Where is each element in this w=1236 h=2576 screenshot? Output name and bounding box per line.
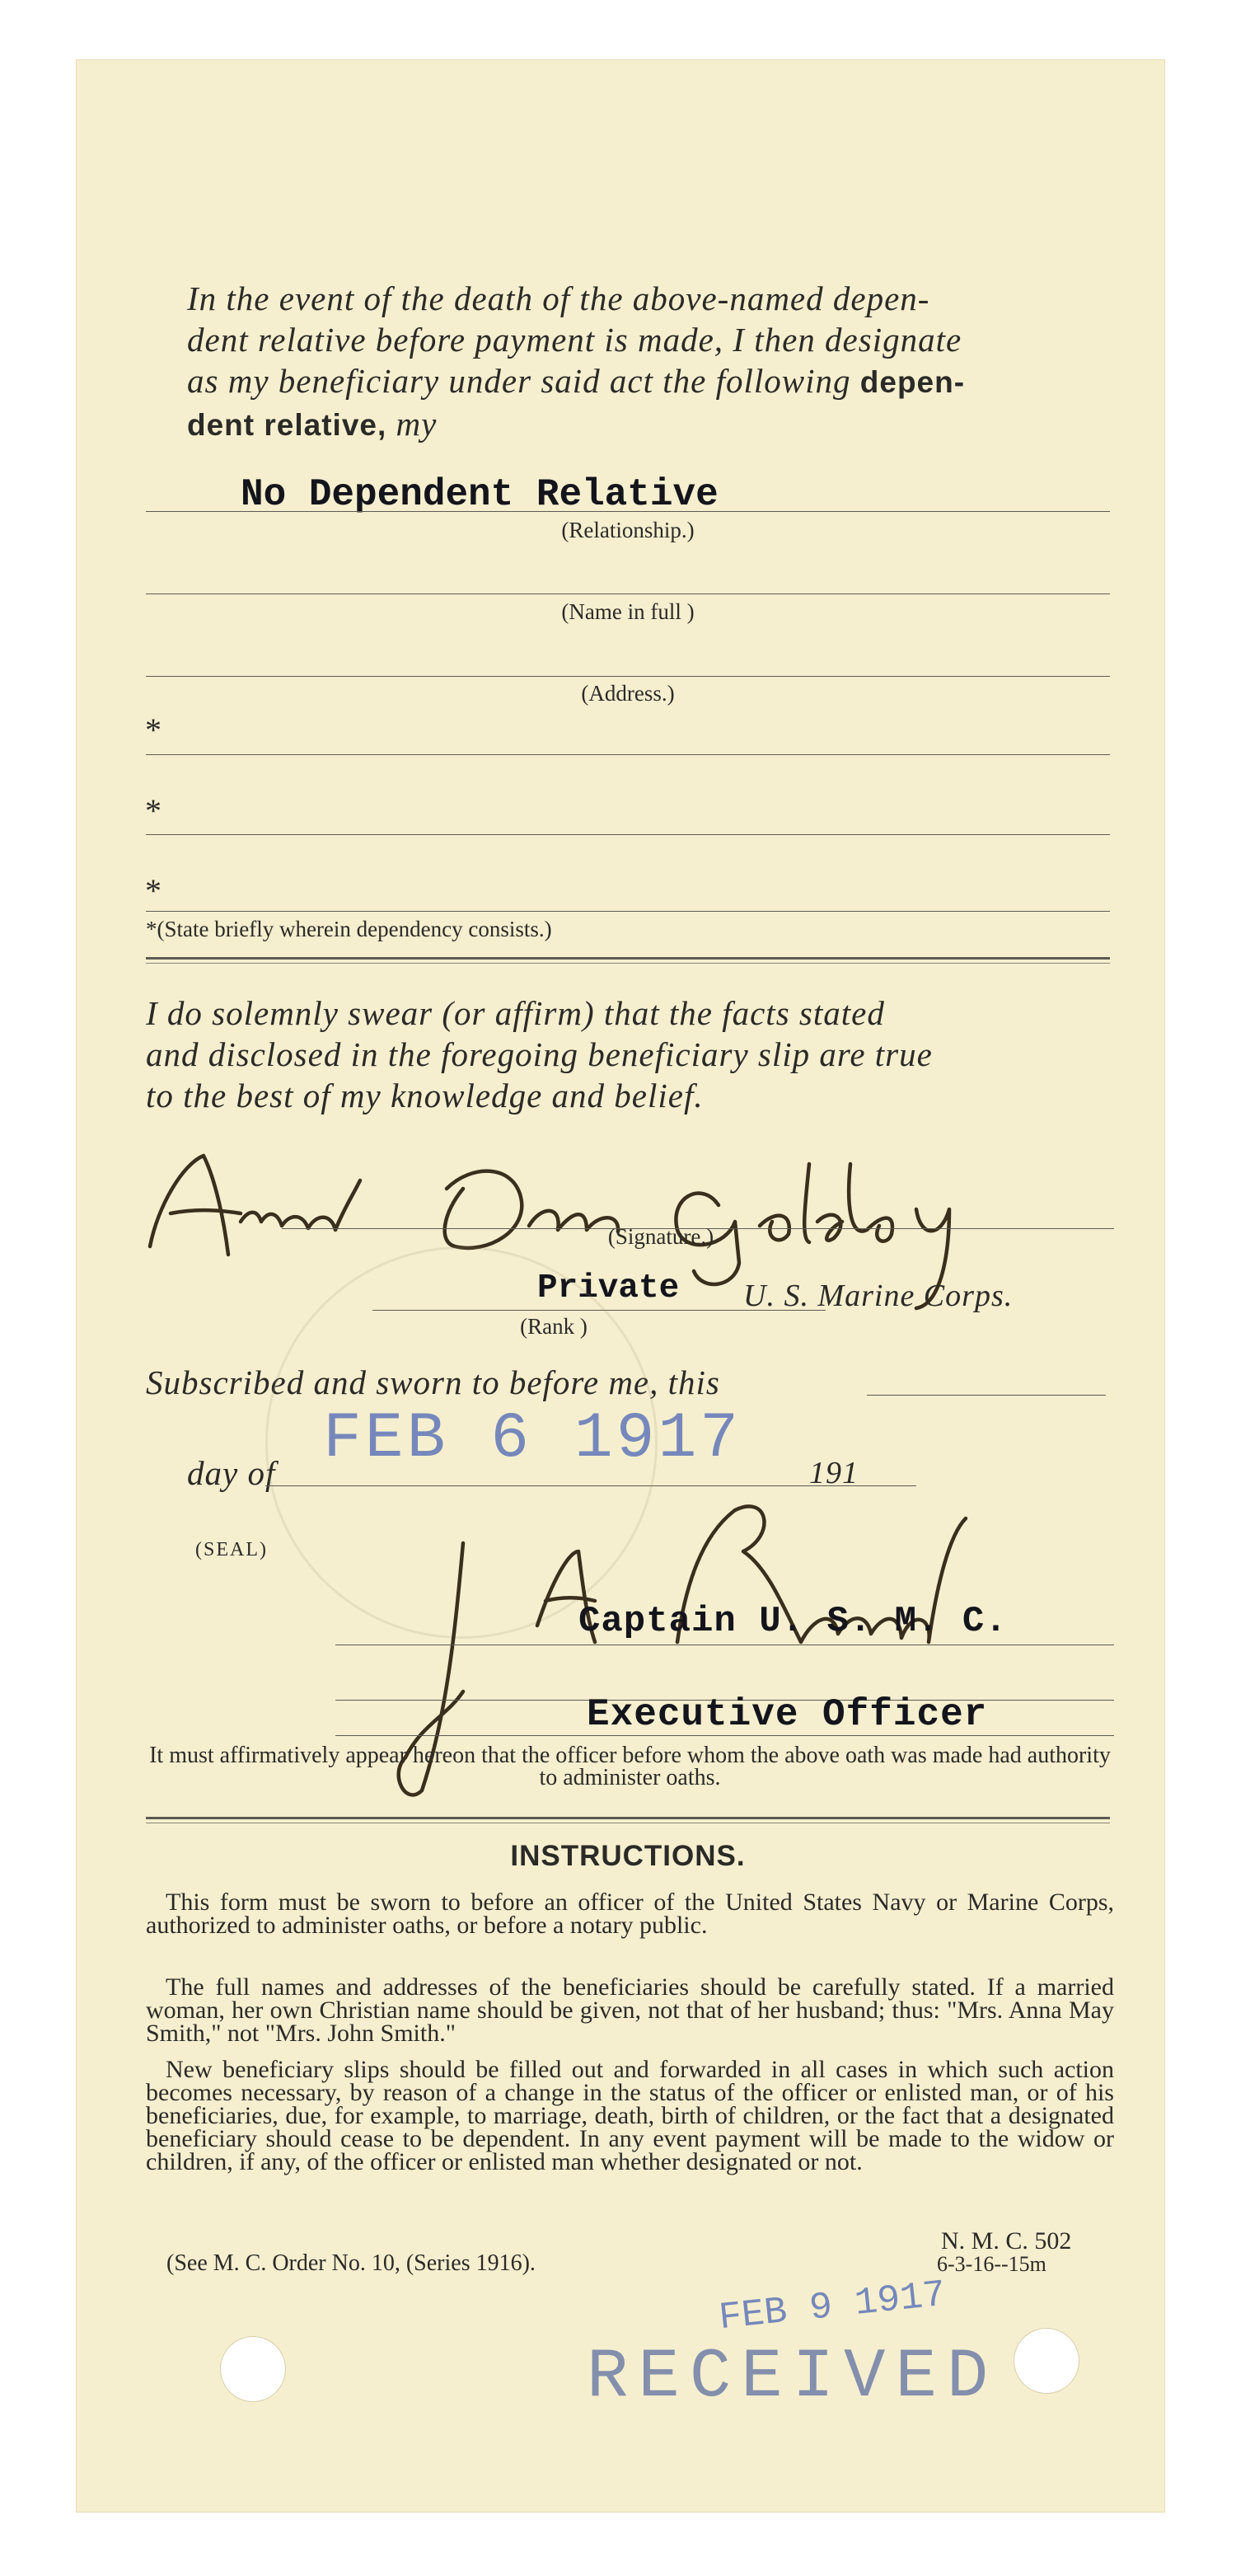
asterisk-3: * <box>145 872 162 909</box>
beneficiary-slip-form <box>76 59 1165 2513</box>
received-date-stamp: FEB 9 1917 <box>717 2273 948 2340</box>
instructions-heading: INSTRUCTIONS. <box>510 1840 746 1872</box>
year-prefix: 191 <box>809 1456 859 1490</box>
rank-value: Private <box>537 1269 680 1307</box>
name-label: (Name in full ) <box>561 599 695 624</box>
officer-title-1: Captain U. S. M. C. <box>578 1601 1008 1642</box>
oath-paragraph <box>146 992 1118 1116</box>
signature-label: (Signature.) <box>607 1224 714 1249</box>
oath-line-1: I do solemnly swear (or affirm) that the facts stated <box>146 994 885 1032</box>
instructions-paragraph-3: New beneficiary slips should be filled out and forwarded in all cases in which such action becomes necessary, by reason of a change in the status of the officer or enlisted man, or of his beneficiaries, due, for example, to marriage, death, birth of children, or the fact that a designated beneficiary should cease to be dependent. In any event payment will be made to the widow or children, if any, of the officer or enlisted man whether designated or not. <box>146 2056 1114 2175</box>
relationship-value: No Dependent Relative <box>241 473 719 516</box>
punch-hole-right <box>1014 2328 1079 2394</box>
intro-line-3: as my beneficiary under said act the following depen- <box>187 362 966 400</box>
received-stamp-label: RECEIVED <box>587 2339 999 2417</box>
address-label: (Address.) <box>581 681 675 706</box>
relationship-label: (Relationship.) <box>561 518 695 542</box>
authority-note: It must affirmatively appear hereon that the officer before whom the above oath was made had authority to administer oaths. <box>149 1743 1111 1790</box>
instructions-paragraph-1: This form must be sworn to before an officer of the United States Navy or Marine Corps, authorized to administer oaths, or before a notary public. <box>146 1889 1114 1939</box>
rank-label: (Rank ) <box>520 1314 588 1339</box>
subscribed-text: Subscribed and sworn to before me, this <box>146 1363 720 1401</box>
order-reference: (See M. C. Order No. 10, (Series 1916). <box>166 2250 536 2276</box>
officer-title-2: Executive Officer <box>587 1693 988 1736</box>
dependency-line-3 <box>146 911 1110 912</box>
punch-hole-left <box>220 2336 286 2402</box>
relationship-line <box>146 511 1110 512</box>
instructions-divider <box>146 1817 1110 1819</box>
section-divider-thin <box>146 963 1110 964</box>
print-code: 6-3-16--15m <box>937 2252 1046 2276</box>
oath-line-2: and disclosed in the foregoing beneficiary slip are true <box>146 1035 933 1073</box>
seal-label: (SEAL) <box>195 1539 268 1560</box>
instructions-paragraph-2: The full names and addresses of the beneficiaries should be carefully stated. If a married woman, her own Christian name should be given, not that of her husband; thus: "Mrs. Anna May Smith," not "Mrs. John Smith." <box>146 1973 1114 2047</box>
asterisk-1: * <box>145 711 162 748</box>
officer-line-3 <box>335 1735 1114 1736</box>
asterisk-2: * <box>145 792 162 829</box>
intro-line-1: In the event of the death of the above-named depen- <box>187 279 930 317</box>
dependency-line-2 <box>146 834 1110 835</box>
address-line <box>146 676 1110 677</box>
intro-paragraph <box>187 278 1110 446</box>
day-line <box>867 1395 1106 1396</box>
form-number: N. M. C. 502 <box>941 2227 1072 2255</box>
filing-date-stamp: FEB 6 1917 <box>323 1403 742 1476</box>
day-of-text: day of <box>187 1454 276 1492</box>
intro-line-4: dent relative, my <box>187 405 438 443</box>
oath-line-3: to the best of my knowledge and belief. <box>146 1077 704 1114</box>
dependency-line-1 <box>146 754 1110 755</box>
section-divider <box>146 957 1110 960</box>
intro-line-2: dent relative before payment is made, I then designate <box>187 321 962 359</box>
corps-text: U. S. Marine Corps. <box>743 1279 1014 1313</box>
dependency-note: *(State briefly wherein dependency consists.) <box>146 917 552 941</box>
